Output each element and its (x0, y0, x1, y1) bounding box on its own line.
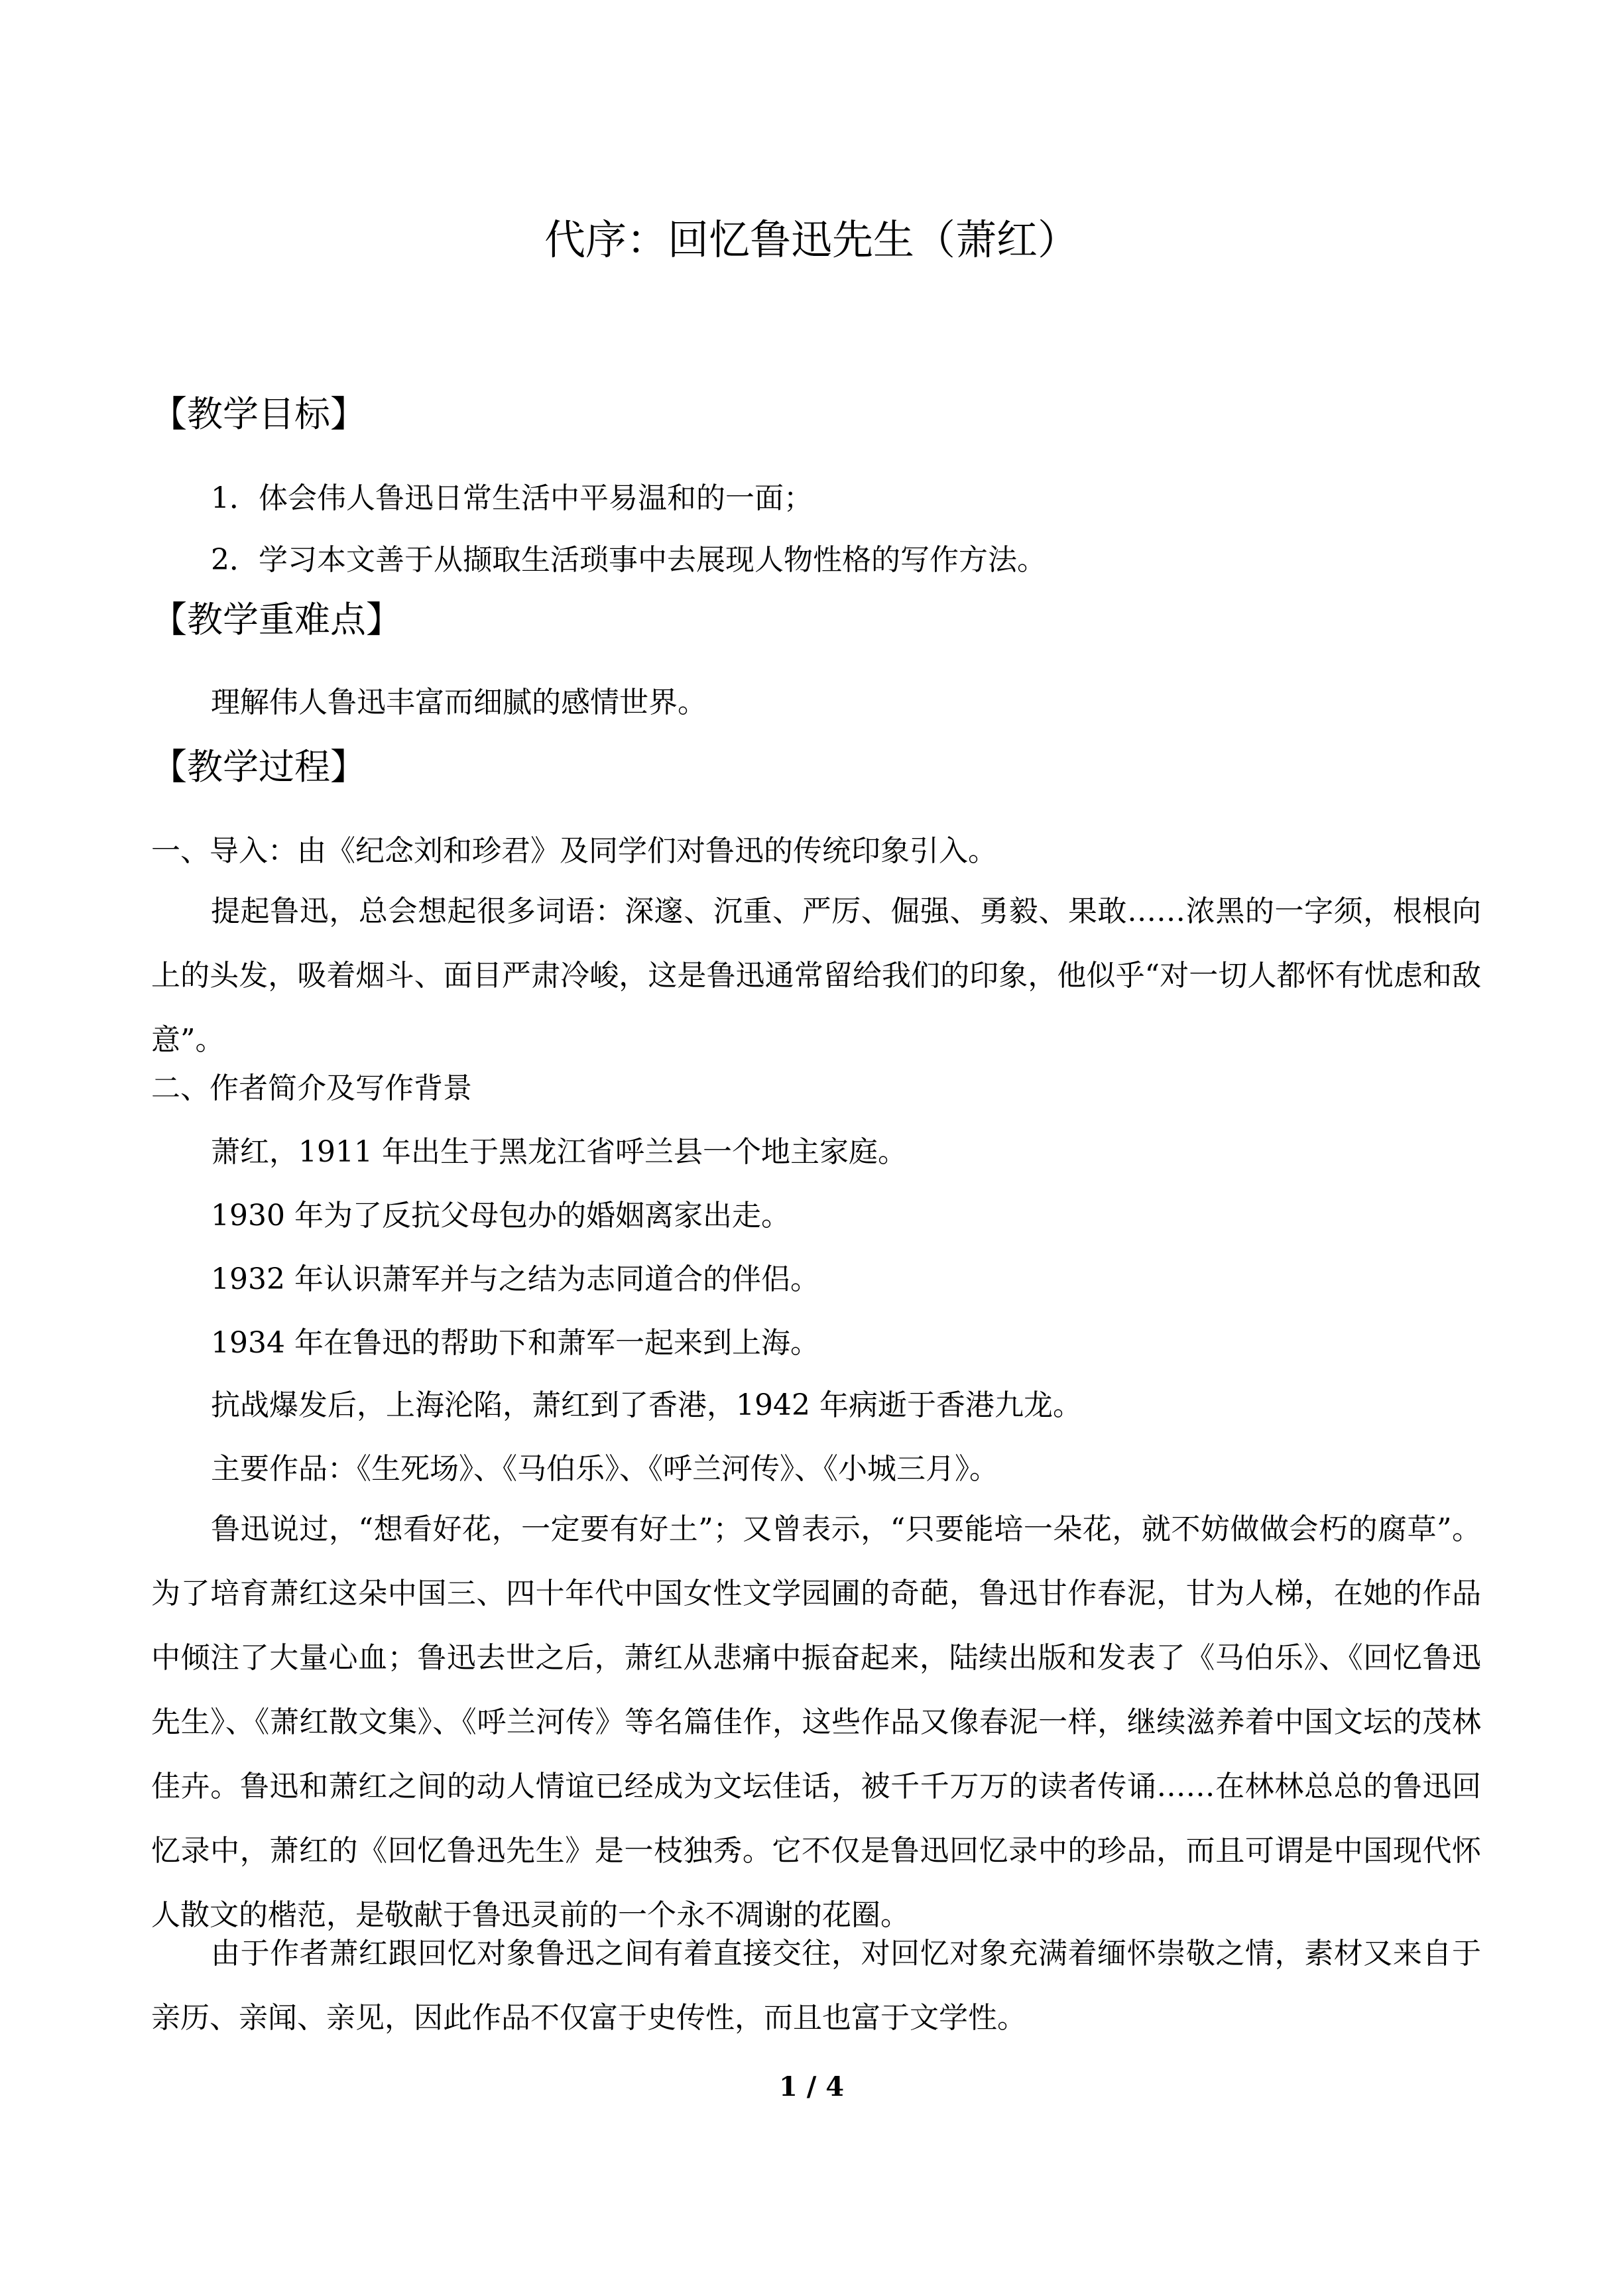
document-title: 代序：回忆鲁迅先生（萧红） (544, 215, 1079, 264)
page-number: 1 / 4 (778, 2071, 845, 2102)
author-line-6: 主要作品：《生死场》、《马伯乐》、《呼兰河传》、《小城三月》。 (211, 1452, 998, 1486)
author-line-4: 1934 年在鲁迅的帮助下和萧军一起来到上海。 (211, 1326, 819, 1360)
author-line-2: 1930 年为了反抗父母包办的婚姻离家出走。 (211, 1199, 790, 1233)
goal-item-2: 2．学习本文善于从撷取生活琐事中去展现人物性格的写作方法。 (211, 543, 1046, 577)
intro-paragraph: 提起鲁迅，总会想起很多词语：深邃、沉重、严厉、倔强、勇毅、果敢……浓黑的一字须，根根向上的头发，吸着烟斗、面目严肃冷峻，这是鲁迅通常留给我们的印象，他似乎“对一切人都怀有忧虑和敌意”。 (151, 894, 1481, 1057)
author-line-3: 1932 年认识萧军并与之结为志同道合的伴侣。 (211, 1262, 819, 1296)
background-paragraph-1: 鲁迅说过，“想看好花，一定要有好土”；又曾表示，“只要能培一朵花，就不妨做做会朽的腐草”。为了培育萧红这朵中国三、四十年代中国女性文学园圃的奇葩，鲁迅甘作春泥，甘为人梯，在她的作品中倾注了大量心血；鲁迅去世之后，萧红从悲痛中振奋起来，陆续出版和发表了《马伯乐》、《回忆鲁迅先生》、《萧红散文集》、《呼兰河传》等名篇佳作，这些作品又像春泥一样，继续滋养着中国文坛的茂林佳卉。鲁迅和萧红之间的动人情谊已经成为文坛佳话，被千千万万的读者传诵……在林林总总的鲁迅回忆录中，萧红的《回忆鲁迅先生》是一枝独秀。它不仅是鲁迅回忆录中的珍品，而且可谓是中国现代怀人散文的楷范，是敬献于鲁迅灵前的一个永不凋谢的花圈。 (151, 1512, 1481, 1932)
author-line-5: 抗战爆发后，上海沦陷，萧红到了香港，1942 年病逝于香港九龙。 (211, 1388, 1082, 1422)
intro-heading: 一、导入：由《纪念刘和珍君》及同学们对鲁迅的传统印象引入。 (151, 834, 997, 868)
section-heading-process: 【教学过程】 (151, 746, 366, 788)
author-heading: 二、作者简介及写作背景 (151, 1071, 472, 1105)
background-paragraph-2: 由于作者萧红跟回忆对象鲁迅之间有着直接交往，对回忆对象充满着缅怀崇敬之情，素材又来自于亲历、亲闻、亲见，因此作品不仅富于史传性，而且也富于文学性。 (151, 1937, 1481, 2035)
section-heading-key-points: 【教学重难点】 (151, 599, 402, 640)
key-points-text: 理解伟人鲁迅丰富而细腻的感情世界。 (211, 686, 707, 719)
author-line-1: 萧红，1911 年出生于黑龙江省呼兰县一个地主家庭。 (211, 1135, 907, 1169)
goal-item-1: 1．体会伟人鲁迅日常生活中平易温和的一面； (211, 481, 813, 515)
section-heading-goals: 【教学目标】 (151, 393, 366, 435)
